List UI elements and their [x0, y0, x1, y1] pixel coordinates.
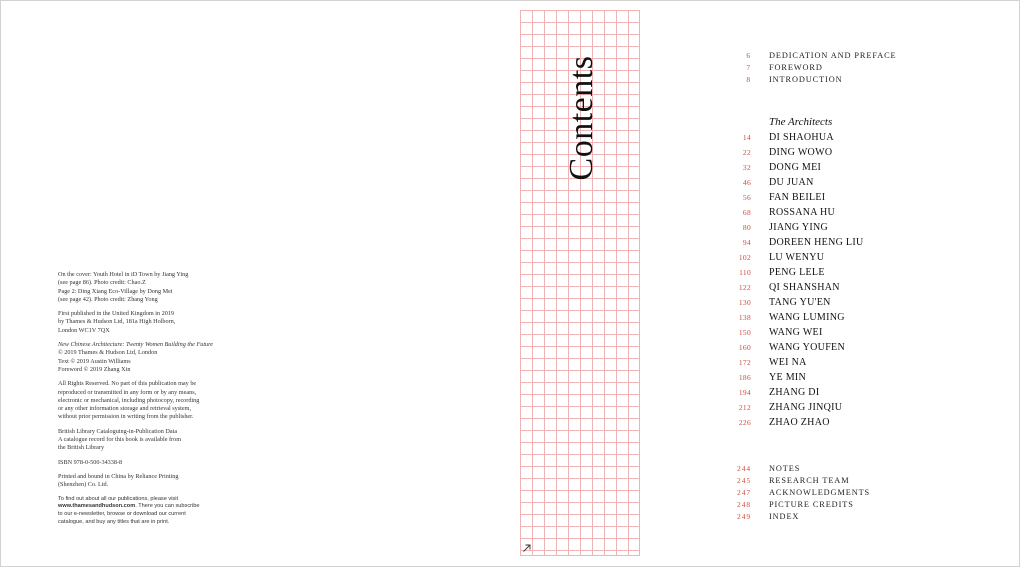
imprint-line: London WC1V 7QX — [58, 326, 110, 334]
toc-entry — [700, 207, 980, 222]
imprint-line: catalogue, and buy any titles that are in print. — [58, 518, 170, 525]
toc-entry — [700, 267, 980, 282]
toc-label: WANG LUMING — [769, 312, 845, 323]
imprint-line: the British Library — [58, 444, 105, 452]
toc-page-number: 150 — [738, 328, 751, 337]
imprint-line: (Shenzhen) Co. Ltd. — [58, 481, 109, 489]
cip-data — [58, 428, 233, 453]
toc-page-number: 7 — [746, 63, 751, 72]
toc-label: DING WOWO — [769, 147, 833, 158]
toc-page-number: 102 — [738, 253, 751, 262]
imprint-line: All Rights Reserved. No part of this publication may be — [58, 380, 197, 388]
toc-label: PENG LELE — [769, 267, 825, 278]
toc-page-number: 212 — [738, 403, 751, 412]
toc-entry — [700, 222, 980, 237]
toc-page-number: 172 — [738, 358, 751, 367]
toc-label: LU WENYU — [769, 252, 825, 263]
toc-label: WANG WEI — [769, 327, 823, 338]
toc-entry — [700, 327, 980, 342]
imprint-line: Text © 2019 Austin Williams — [58, 357, 131, 365]
toc-entry — [700, 147, 980, 162]
toc-page-number: 68 — [742, 208, 751, 217]
toc-page-number: 32 — [742, 163, 751, 172]
toc-entry — [700, 177, 980, 192]
toc-back-matter — [700, 464, 980, 524]
imprint-text: . There you can subscribe — [135, 503, 200, 510]
toc-entry — [700, 282, 980, 297]
toc-entry — [700, 162, 980, 177]
toc-entry — [700, 342, 980, 357]
imprint-line: reproduced or transmitted in any form or by any means, — [58, 388, 197, 396]
toc-entry — [700, 372, 980, 387]
imprint-line: (see page 42). Photo credit: Zhang Yong — [58, 295, 158, 303]
toc-label: WANG YOUFEN — [769, 342, 845, 353]
toc-label: PICTURE CREDITS — [769, 500, 854, 509]
toc-entry — [700, 357, 980, 372]
toc-label: TANG YU'EN — [769, 297, 831, 308]
toc-page-number: 8 — [746, 75, 751, 84]
imprint-line: (see page 86). Photo credit: Chao.Z — [58, 279, 146, 287]
toc-page-number: 22 — [742, 148, 751, 157]
toc-entry — [700, 63, 980, 75]
toc-label: INDEX — [769, 512, 800, 521]
imprint-line: Printed and bound in China by Reliance Printing — [58, 472, 179, 480]
toc-entry — [700, 192, 980, 207]
imprint-line: © 2019 Thames & Hudson Ltd, London — [58, 349, 158, 357]
toc-page-number: 247 — [737, 488, 751, 497]
toc-page-number: 94 — [742, 238, 751, 247]
imprint-line: without prior permission in writing from the publisher. — [58, 413, 194, 421]
toc-entry — [700, 237, 980, 252]
toc-label: FOREWORD — [769, 63, 823, 72]
toc-page-number: 245 — [737, 476, 751, 485]
book-title: New Chinese Architecture: Twenty Women Building the Future — [58, 341, 214, 349]
toc-architects — [700, 132, 980, 432]
toc-page-number: 122 — [738, 283, 751, 292]
isbn-text: ISBN 978-0-500-34338-8 — [58, 458, 123, 466]
toc-page-number: 186 — [738, 373, 751, 382]
toc-page-number: 248 — [737, 500, 751, 509]
copyright-info — [58, 341, 233, 374]
imprint-line: or any other information storage and retrieval system, — [58, 405, 191, 413]
website-link: www.thamesandhudson.com — [58, 503, 136, 510]
toc-label: WEI NA — [769, 357, 807, 368]
toc-entry — [700, 512, 980, 524]
toc-entry — [700, 252, 980, 267]
toc-page-number: 160 — [738, 343, 751, 352]
toc-page-number: 138 — [738, 313, 751, 322]
toc-label: INTRODUCTION — [769, 75, 843, 84]
imprint-block — [58, 271, 233, 533]
imprint-line: On the cover: Youth Hotel in iD Town by Jiang Ying — [58, 271, 189, 278]
toc-label: FAN BEILEI — [769, 192, 826, 203]
toc-page-number: 80 — [742, 223, 751, 232]
toc-label: QI SHANSHAN — [769, 282, 840, 293]
toc-page-number: 226 — [738, 418, 751, 427]
toc-entry — [700, 312, 980, 327]
toc-label: RESEARCH TEAM — [769, 476, 850, 485]
contents-title-text: Contents — [563, 55, 600, 181]
toc-front-matter — [700, 51, 980, 87]
contents-title — [552, 48, 612, 188]
toc-label: DONG MEI — [769, 162, 822, 173]
imprint-line — [58, 503, 233, 511]
toc-page-number: 244 — [737, 464, 751, 473]
toc-entry — [700, 417, 980, 432]
toc-label: ZHAO ZHAO — [769, 417, 830, 428]
toc-page-number: 110 — [739, 268, 751, 277]
toc-label: YE MIN — [769, 372, 807, 383]
toc-label: ROSSANA HU — [769, 207, 836, 218]
toc-entry — [700, 297, 980, 312]
toc-label: DEDICATION AND PREFACE — [769, 51, 897, 60]
imprint-line: First published in the United Kingdom in 2019 — [58, 310, 175, 318]
publisher-notice — [58, 496, 233, 527]
toc-page-number: 130 — [738, 298, 751, 307]
toc-label: ACKNOWLEDGMENTS — [769, 488, 871, 497]
rights-statement — [58, 380, 233, 421]
toc-page-number: 6 — [746, 51, 751, 60]
imprint-line: A catalogue record for this book is available from — [58, 436, 182, 444]
toc-page-number: 14 — [742, 133, 751, 142]
imprint-line: Page 2: Ding Xiang Eco-Village by Dong Mei — [58, 287, 173, 295]
imprint-line: To find out about all our publications, please visit — [58, 495, 179, 502]
imprint-line: to our e-newsletter, browse or download our current — [58, 511, 186, 518]
toc-label: DI SHAOHUA — [769, 132, 834, 143]
toc-label: ZHANG JINQIU — [769, 402, 843, 413]
toc-entry — [700, 464, 980, 476]
toc-label: DOREEN HENG LIU — [769, 237, 864, 248]
imprint-line: British Library Cataloguing-in-Publication Data — [58, 427, 178, 435]
toc-entry — [700, 132, 980, 147]
toc-entry — [700, 402, 980, 417]
toc-label: ZHANG DI — [769, 387, 820, 398]
toc-entry — [700, 476, 980, 488]
isbn — [58, 459, 233, 467]
section-heading: The Architects — [769, 116, 833, 128]
toc-page-number: 56 — [742, 193, 751, 202]
toc-entry — [700, 51, 980, 63]
corner-arrow-icon — [522, 543, 532, 553]
toc-page-number: 194 — [738, 388, 751, 397]
toc-label: NOTES — [769, 464, 801, 473]
imprint-line: Foreword © 2019 Zhang Xin — [58, 365, 131, 373]
publication-info — [58, 310, 233, 335]
imprint-line: by Thames & Hudson Ltd, 181a High Holborn, — [58, 318, 176, 326]
toc-page-number: 46 — [742, 178, 751, 187]
cover-credits — [58, 271, 233, 304]
toc-page-number: 249 — [737, 512, 751, 521]
toc-entry — [700, 75, 980, 87]
toc-label: DU JUAN — [769, 177, 814, 188]
toc-entry — [700, 500, 980, 512]
toc-label: JIANG YING — [769, 222, 829, 233]
imprint-line: electronic or mechanical, including photocopy, recording — [58, 396, 200, 404]
printer-info — [58, 473, 233, 490]
toc-entry — [700, 387, 980, 402]
toc-entry — [700, 488, 980, 500]
